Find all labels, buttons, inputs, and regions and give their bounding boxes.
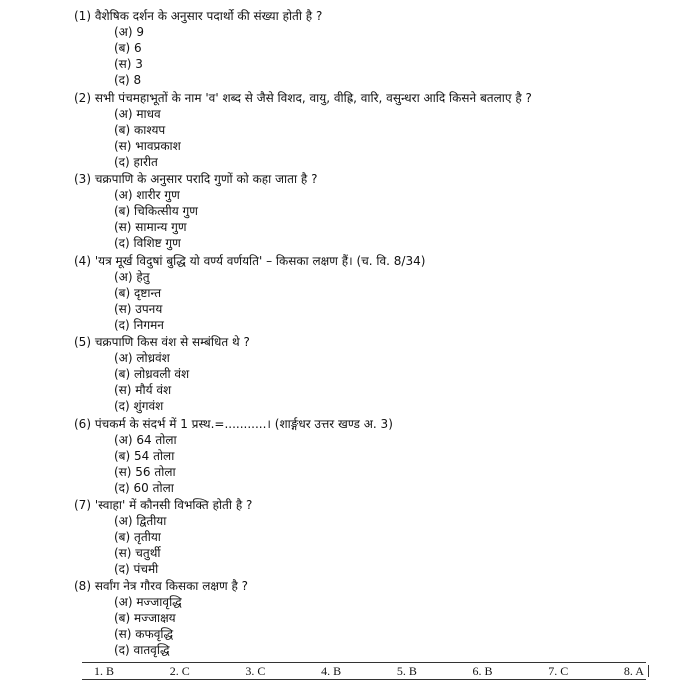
question-text: (1) वैशेषिक दर्शन के अनुसार पदार्थो की संख्या होती है ?: [74, 9, 323, 23]
option-d: (द) 8: [114, 73, 142, 87]
option-d: (द) पंचमी: [114, 562, 159, 576]
option-a: (अ) हेतु: [114, 270, 150, 284]
option-d: (द) शुंगवंश: [114, 399, 164, 413]
option-a: (अ) द्वितीया: [114, 514, 167, 528]
option-d: (द) विशिष्ट गुण: [114, 236, 181, 250]
bar-end-mark: [648, 665, 649, 677]
option-a: (अ) माधव: [114, 107, 161, 121]
option-b: (ब) लोध्रवली वंश: [114, 367, 190, 381]
option-c: (स) उपनय: [114, 302, 163, 316]
option-b: (ब) काश्यप: [114, 123, 166, 137]
option-c: (स) सामान्य गुण: [114, 220, 187, 234]
answer-key-item: 7. C: [548, 663, 569, 678]
option-b: (ब) 54 तोला: [114, 449, 175, 463]
option-c: (स) चतुर्थी: [114, 546, 161, 560]
answer-key-item: 5. B: [396, 663, 417, 678]
answer-key-item: 8. A: [623, 663, 644, 678]
option-b: (ब) चिकित्सीय गुण: [114, 204, 198, 218]
option-d: (द) हारीत: [114, 155, 158, 169]
answer-key-item: 4. B: [321, 663, 342, 678]
option-a: (अ) 9: [114, 25, 144, 39]
option-c: (स) भावप्रकाश: [114, 139, 181, 153]
answer-key-bar: [82, 662, 646, 680]
option-d: (द) 60 तोला: [114, 481, 174, 495]
question-text: (2) सभी पंचमहाभूतों के नाम 'व' शब्द से जैसे विशद, वायु, वीह्रि, वारि, वसुन्धरा आदि किसने बतलाए है ?: [74, 91, 532, 105]
option-a: (अ) मज्जावृद्धि: [114, 595, 182, 609]
answer-key-item: 2. C: [169, 663, 190, 678]
option-b: (ब) मज्जाक्षय: [114, 611, 176, 625]
option-b: (ब) 6: [114, 41, 142, 55]
question-text: (4) 'यत्र मूर्ख विदुषां बुद्धि यो वर्ण्य वर्णयति' – किसका लक्षण हैं। (च. वि. 8/34): [74, 254, 426, 268]
option-a: (अ) शारीर गुण: [114, 188, 180, 202]
question-text: (3) चक्रपाणि के अनुसार परादि गुणों को कहा जाता है ?: [74, 172, 318, 186]
answer-key-item: 6. B: [472, 663, 493, 678]
option-c: (स) मौर्य वंश: [114, 383, 172, 397]
option-d: (द) वातवृद्धि: [114, 643, 170, 657]
option-a: (अ) 64 तोला: [114, 433, 177, 447]
question-text: (8) सर्वांग नेत्र गौरव किसका लक्षण है ?: [74, 579, 248, 593]
option-c: (स) कफवृद्धि: [114, 627, 174, 641]
option-b: (ब) दृष्टान्त: [114, 286, 162, 300]
question-text: (7) 'स्वाहा' में कौनसी विभक्ति होती है ?: [74, 498, 253, 512]
question-text: (6) पंचकर्म के संदर्भ में 1 प्रस्थ.=...........। (शार्ङ्गधर उत्तर खण्ड अ. 3): [74, 417, 393, 431]
answer-key-row: [94, 663, 644, 679]
option-c: (स) 3: [114, 57, 143, 71]
answer-key-item: 3. C: [245, 663, 266, 678]
option-c: (स) 56 तोला: [114, 465, 176, 479]
option-d: (द) निगमन: [114, 318, 164, 332]
question-text: (5) चक्रपाणि किस वंश से सम्बंधित थे ?: [74, 335, 250, 349]
answer-key-item: 1. B: [94, 663, 115, 678]
option-a: (अ) लोध्रवंश: [114, 351, 170, 365]
option-b: (ब) तृतीया: [114, 530, 161, 544]
